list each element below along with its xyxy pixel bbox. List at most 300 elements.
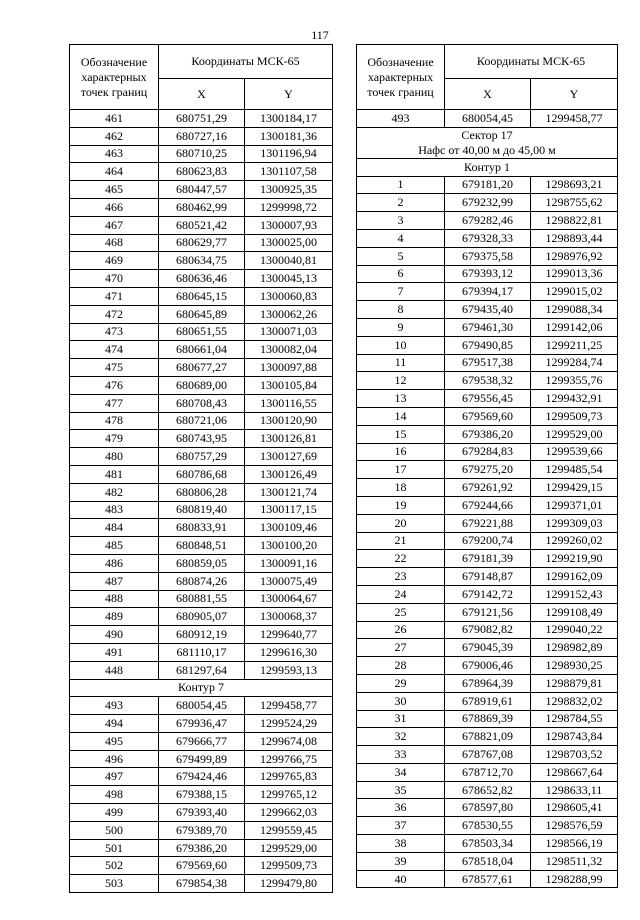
x-coordinate: 680806,28	[159, 483, 245, 501]
x-coordinate: 679200,74	[445, 532, 531, 550]
x-coordinate: 679393,12	[445, 265, 531, 283]
y-coordinate: 1300040,81	[245, 252, 333, 270]
y-coordinate: 1299162,09	[531, 568, 618, 586]
table-row	[357, 621, 618, 639]
point-number: 1	[357, 176, 445, 194]
x-coordinate: 680743,95	[159, 430, 245, 448]
x-coordinate: 680054,45	[445, 110, 531, 128]
x-coordinate: 680833,91	[159, 519, 245, 537]
x-coordinate: 678964,39	[445, 674, 531, 692]
point-number: 2	[357, 194, 445, 212]
x-coordinate: 678919,61	[445, 692, 531, 710]
y-coordinate: 1300075,49	[245, 572, 333, 590]
x-coordinate: 681297,64	[159, 661, 245, 679]
x-coordinate: 678821,09	[445, 728, 531, 746]
table-row	[70, 216, 333, 234]
y-coordinate: 1299485,54	[531, 461, 618, 479]
table-row	[357, 176, 618, 194]
table-row	[357, 550, 618, 568]
point-number: 469	[70, 252, 159, 270]
x-coordinate: 680912,19	[159, 626, 245, 644]
y-coordinate: 1300091,16	[245, 554, 333, 572]
table-row	[357, 318, 618, 336]
y-coordinate: 1299015,02	[531, 283, 618, 301]
y-coordinate: 1299539,66	[531, 443, 618, 461]
x-coordinate: 679181,20	[445, 176, 531, 194]
y-coordinate: 1299219,90	[531, 550, 618, 568]
y-coordinate: 1300071,03	[245, 323, 333, 341]
table-row	[70, 732, 333, 750]
y-coordinate: 1299674,08	[245, 732, 333, 750]
x-coordinate: 679538,32	[445, 372, 531, 390]
y-coordinate: 1300120,90	[245, 412, 333, 430]
table-row	[70, 181, 333, 199]
point-number: 488	[70, 590, 159, 608]
table-row	[357, 372, 618, 390]
point-number: 31	[357, 710, 445, 728]
table-row	[357, 354, 618, 372]
point-number: 484	[70, 519, 159, 537]
table-row	[70, 572, 333, 590]
y-coordinate: 1300127,69	[245, 448, 333, 466]
right-table-body	[357, 110, 618, 888]
point-number: 461	[70, 110, 159, 128]
table-row	[70, 750, 333, 768]
x-coordinate: 678503,34	[445, 835, 531, 853]
point-number: 24	[357, 585, 445, 603]
x-coordinate: 680636,46	[159, 270, 245, 288]
x-coordinate: 680651,55	[159, 323, 245, 341]
point-number: 6	[357, 265, 445, 283]
table-row	[357, 443, 618, 461]
point-number: 7	[357, 283, 445, 301]
point-number: 462	[70, 127, 159, 145]
x-coordinate: 680054,45	[159, 697, 245, 715]
point-number: 487	[70, 572, 159, 590]
x-coordinate: 680905,07	[159, 608, 245, 626]
x-coordinate: 679148,87	[445, 568, 531, 586]
x-coordinate: 680874,26	[159, 572, 245, 590]
table-row	[70, 821, 333, 839]
x-coordinate: 679244,66	[445, 496, 531, 514]
y-coordinate: 1299662,03	[245, 804, 333, 822]
point-number: 494	[70, 715, 159, 733]
x-coordinate: 679499,89	[159, 750, 245, 768]
point-number: 30	[357, 692, 445, 710]
table-row	[357, 532, 618, 550]
y-coordinate: 1299765,83	[245, 768, 333, 786]
contour-title-row	[357, 158, 618, 176]
x-coordinate: 680881,55	[159, 590, 245, 608]
point-number: 33	[357, 746, 445, 764]
table-row	[357, 247, 618, 265]
table-row	[357, 461, 618, 479]
x-coordinate: 680751,29	[159, 110, 245, 128]
x-coordinate: 679569,60	[159, 857, 245, 875]
y-coordinate: 1298982,89	[531, 639, 618, 657]
point-number: 482	[70, 483, 159, 501]
point-number: 464	[70, 163, 159, 181]
table-row	[357, 212, 618, 230]
x-coordinate: 679666,77	[159, 732, 245, 750]
y-coordinate: 1300109,46	[245, 519, 333, 537]
x-coordinate: 680623,83	[159, 163, 245, 181]
y-coordinate: 1298566,19	[531, 835, 618, 853]
y-coordinate: 1298576,59	[531, 817, 618, 835]
table-row	[70, 643, 333, 661]
coordinates-header: Координаты МСК-65	[159, 45, 333, 79]
table-row	[357, 265, 618, 283]
table-row	[70, 590, 333, 608]
table-row	[70, 305, 333, 323]
y-coordinate: 1298511,32	[531, 852, 618, 870]
table-row	[70, 857, 333, 875]
section-title-row	[357, 127, 618, 158]
x-coordinate: 679375,58	[445, 247, 531, 265]
y-coordinate: 1299458,77	[245, 697, 333, 715]
table-row	[357, 194, 618, 212]
table-row	[70, 323, 333, 341]
y-coordinate: 1298633,11	[531, 781, 618, 799]
point-number: 28	[357, 657, 445, 675]
table-row	[357, 283, 618, 301]
point-number: 34	[357, 763, 445, 781]
table-row	[357, 746, 618, 764]
y-coordinate: 1298288,99	[531, 870, 618, 888]
point-number: 499	[70, 804, 159, 822]
table-row	[70, 412, 333, 430]
table-row	[70, 839, 333, 857]
y-coordinate: 1299013,36	[531, 265, 618, 283]
table-row	[70, 537, 333, 555]
x-coordinate: 680786,68	[159, 465, 245, 483]
x-coordinate: 680721,06	[159, 412, 245, 430]
point-number: 26	[357, 621, 445, 639]
point-number: 498	[70, 786, 159, 804]
table-row	[357, 817, 618, 835]
point-number: 38	[357, 835, 445, 853]
x-coordinate: 679393,40	[159, 804, 245, 822]
point-number: 29	[357, 674, 445, 692]
point-number: 32	[357, 728, 445, 746]
point-number: 471	[70, 287, 159, 305]
point-number: 495	[70, 732, 159, 750]
y-coordinate: 1301196,94	[245, 145, 333, 163]
y-coordinate: 1300117,15	[245, 501, 333, 519]
x-coordinate: 680521,42	[159, 216, 245, 234]
point-number: 465	[70, 181, 159, 199]
point-number: 14	[357, 407, 445, 425]
y-coordinate: 1298784,55	[531, 710, 618, 728]
y-coordinate: 1300060,83	[245, 287, 333, 305]
y-coordinate: 1299260,02	[531, 532, 618, 550]
y-coordinate: 1299593,13	[245, 661, 333, 679]
point-number: 3	[357, 212, 445, 230]
point-number: 8	[357, 301, 445, 319]
point-number: 473	[70, 323, 159, 341]
x-coordinate: 679490,85	[445, 336, 531, 354]
x-coordinate: 680757,29	[159, 448, 245, 466]
x-coordinate: 680708,43	[159, 394, 245, 412]
table-row	[357, 229, 618, 247]
x-coordinate: 679389,70	[159, 821, 245, 839]
y-coordinate: 1298703,52	[531, 746, 618, 764]
table-row	[357, 301, 618, 319]
x-coordinate: 679328,33	[445, 229, 531, 247]
y-coordinate: 1298976,92	[531, 247, 618, 265]
y-coordinate: 1300116,55	[245, 394, 333, 412]
table-row	[70, 483, 333, 501]
x-coordinate: 679461,30	[445, 318, 531, 336]
y-coordinate: 1299309,03	[531, 514, 618, 532]
table-row	[357, 585, 618, 603]
x-coordinate: 679282,46	[445, 212, 531, 230]
point-number: 493	[70, 697, 159, 715]
point-number: 501	[70, 839, 159, 857]
coordinates-header: Координаты МСК-65	[445, 45, 618, 79]
y-coordinate: 1299429,15	[531, 479, 618, 497]
contour-title: Контур 7	[70, 679, 333, 697]
y-header: Y	[531, 79, 618, 110]
point-number: 476	[70, 376, 159, 394]
point-number: 19	[357, 496, 445, 514]
y-coordinate: 1299211,25	[531, 336, 618, 354]
coordinates-table-right	[356, 44, 618, 888]
page-number: 117	[311, 28, 329, 42]
point-number: 503	[70, 875, 159, 893]
point-number: 22	[357, 550, 445, 568]
left-table-body	[70, 110, 333, 893]
x-coordinate: 679556,45	[445, 390, 531, 408]
y-coordinate: 1300105,84	[245, 376, 333, 394]
x-coordinate: 679232,99	[445, 194, 531, 212]
point-number: 490	[70, 626, 159, 644]
y-coordinate: 1300062,26	[245, 305, 333, 323]
y-coordinate: 1299529,00	[531, 425, 618, 443]
point-number: 448	[70, 661, 159, 679]
point-number: 10	[357, 336, 445, 354]
table-row	[357, 781, 618, 799]
x-coordinate: 678869,39	[445, 710, 531, 728]
table-row	[357, 835, 618, 853]
y-coordinate: 1298667,64	[531, 763, 618, 781]
x-coordinate: 679284,83	[445, 443, 531, 461]
table-row	[70, 430, 333, 448]
x-coordinate: 681110,17	[159, 643, 245, 661]
y-coordinate: 1300097,88	[245, 359, 333, 377]
y-coordinate: 1299432,91	[531, 390, 618, 408]
y-coordinate: 1299640,77	[245, 626, 333, 644]
table-row	[70, 234, 333, 252]
table-row	[357, 692, 618, 710]
table-row	[357, 390, 618, 408]
x-coordinate: 679394,17	[445, 283, 531, 301]
y-coordinate: 1299524,29	[245, 715, 333, 733]
x-coordinate: 679388,15	[159, 786, 245, 804]
table-row	[357, 763, 618, 781]
y-coordinate: 1298930,25	[531, 657, 618, 675]
table-row	[70, 465, 333, 483]
table-row	[357, 110, 618, 128]
designation-header: Обозначение характерных точек границ	[357, 45, 445, 110]
x-coordinate: 679936,47	[159, 715, 245, 733]
table-row	[357, 479, 618, 497]
y-coordinate: 1300064,67	[245, 590, 333, 608]
x-coordinate: 680447,57	[159, 181, 245, 199]
table-row	[70, 608, 333, 626]
point-number: 470	[70, 270, 159, 288]
y-coordinate: 1299998,72	[245, 198, 333, 216]
y-coordinate: 1301107,58	[245, 163, 333, 181]
y-coordinate: 1300045,13	[245, 270, 333, 288]
point-number: 16	[357, 443, 445, 461]
table-row	[70, 341, 333, 359]
point-number: 486	[70, 554, 159, 572]
point-number: 15	[357, 425, 445, 443]
point-number: 20	[357, 514, 445, 532]
y-coordinate: 1300025,00	[245, 234, 333, 252]
table-row	[70, 376, 333, 394]
point-number: 491	[70, 643, 159, 661]
y-coordinate: 1299458,77	[531, 110, 618, 128]
y-coordinate: 1298893,44	[531, 229, 618, 247]
table-row	[70, 198, 333, 216]
section-line: Сектор 17	[461, 127, 513, 142]
table-row	[357, 407, 618, 425]
contour-title-row	[70, 679, 333, 697]
table-row	[70, 110, 333, 128]
table-row	[70, 626, 333, 644]
y-coordinate: 1299479,80	[245, 875, 333, 893]
table-row	[357, 728, 618, 746]
section-line: Нафс от 40,00 м до 45,00 м	[418, 142, 556, 157]
point-number: 474	[70, 341, 159, 359]
table-row	[70, 501, 333, 519]
y-coordinate: 1298755,62	[531, 194, 618, 212]
point-number: 497	[70, 768, 159, 786]
table-row	[70, 270, 333, 288]
coordinates-table-left	[69, 44, 333, 893]
y-coordinate: 1299040,22	[531, 621, 618, 639]
point-number: 485	[70, 537, 159, 555]
point-number: 472	[70, 305, 159, 323]
table-row	[70, 554, 333, 572]
y-coordinate: 1298879,81	[531, 674, 618, 692]
x-header: X	[159, 79, 245, 110]
table-row	[357, 568, 618, 586]
x-coordinate: 679006,46	[445, 657, 531, 675]
y-header: Y	[245, 79, 333, 110]
table-row	[70, 448, 333, 466]
x-coordinate: 678597,80	[445, 799, 531, 817]
x-coordinate: 678767,08	[445, 746, 531, 764]
y-coordinate: 1298822,81	[531, 212, 618, 230]
x-coordinate: 680645,89	[159, 305, 245, 323]
table-row	[70, 287, 333, 305]
y-coordinate: 1300126,81	[245, 430, 333, 448]
section-title	[357, 127, 618, 158]
point-number: 37	[357, 817, 445, 835]
table-row	[357, 657, 618, 675]
point-number: 496	[70, 750, 159, 768]
point-number: 480	[70, 448, 159, 466]
x-coordinate: 679424,46	[159, 768, 245, 786]
y-coordinate: 1300181,36	[245, 127, 333, 145]
point-number: 463	[70, 145, 159, 163]
x-coordinate: 679261,92	[445, 479, 531, 497]
y-coordinate: 1300121,74	[245, 483, 333, 501]
table-row	[70, 252, 333, 270]
table-row	[357, 336, 618, 354]
point-number: 36	[357, 799, 445, 817]
x-coordinate: 679386,20	[445, 425, 531, 443]
y-coordinate: 1299371,01	[531, 496, 618, 514]
table-row	[357, 870, 618, 888]
table-row	[70, 519, 333, 537]
x-coordinate: 679569,60	[445, 407, 531, 425]
table-row	[357, 603, 618, 621]
table-row	[357, 496, 618, 514]
point-number: 35	[357, 781, 445, 799]
y-coordinate: 1300007,93	[245, 216, 333, 234]
x-coordinate: 680677,27	[159, 359, 245, 377]
table-row	[70, 875, 333, 893]
point-number: 21	[357, 532, 445, 550]
table-row	[70, 786, 333, 804]
y-coordinate: 1299559,45	[245, 821, 333, 839]
y-coordinate: 1299152,43	[531, 585, 618, 603]
point-number: 489	[70, 608, 159, 626]
y-coordinate: 1300068,37	[245, 608, 333, 626]
x-coordinate: 679854,38	[159, 875, 245, 893]
x-coordinate: 678652,82	[445, 781, 531, 799]
x-coordinate: 679517,38	[445, 354, 531, 372]
table-row	[357, 514, 618, 532]
table-row	[70, 127, 333, 145]
point-number: 477	[70, 394, 159, 412]
x-coordinate: 679435,40	[445, 301, 531, 319]
y-coordinate: 1299088,34	[531, 301, 618, 319]
point-number: 475	[70, 359, 159, 377]
point-number: 478	[70, 412, 159, 430]
x-coordinate: 679181,39	[445, 550, 531, 568]
x-header: X	[445, 79, 531, 110]
point-number: 25	[357, 603, 445, 621]
x-coordinate: 678518,04	[445, 852, 531, 870]
table-row	[70, 697, 333, 715]
y-coordinate: 1299355,76	[531, 372, 618, 390]
table-row	[70, 768, 333, 786]
x-coordinate: 680710,25	[159, 145, 245, 163]
x-coordinate: 680848,51	[159, 537, 245, 555]
y-coordinate: 1298693,21	[531, 176, 618, 194]
x-coordinate: 679275,20	[445, 461, 531, 479]
point-number: 40	[357, 870, 445, 888]
point-number: 27	[357, 639, 445, 657]
x-coordinate: 678577,61	[445, 870, 531, 888]
table-row	[70, 661, 333, 679]
point-number: 481	[70, 465, 159, 483]
table-row	[357, 799, 618, 817]
point-number: 12	[357, 372, 445, 390]
x-coordinate: 678530,55	[445, 817, 531, 835]
y-coordinate: 1299529,00	[245, 839, 333, 857]
table-row	[70, 163, 333, 181]
y-coordinate: 1300184,17	[245, 110, 333, 128]
point-number: 39	[357, 852, 445, 870]
y-coordinate: 1299142,06	[531, 318, 618, 336]
point-number: 23	[357, 568, 445, 586]
